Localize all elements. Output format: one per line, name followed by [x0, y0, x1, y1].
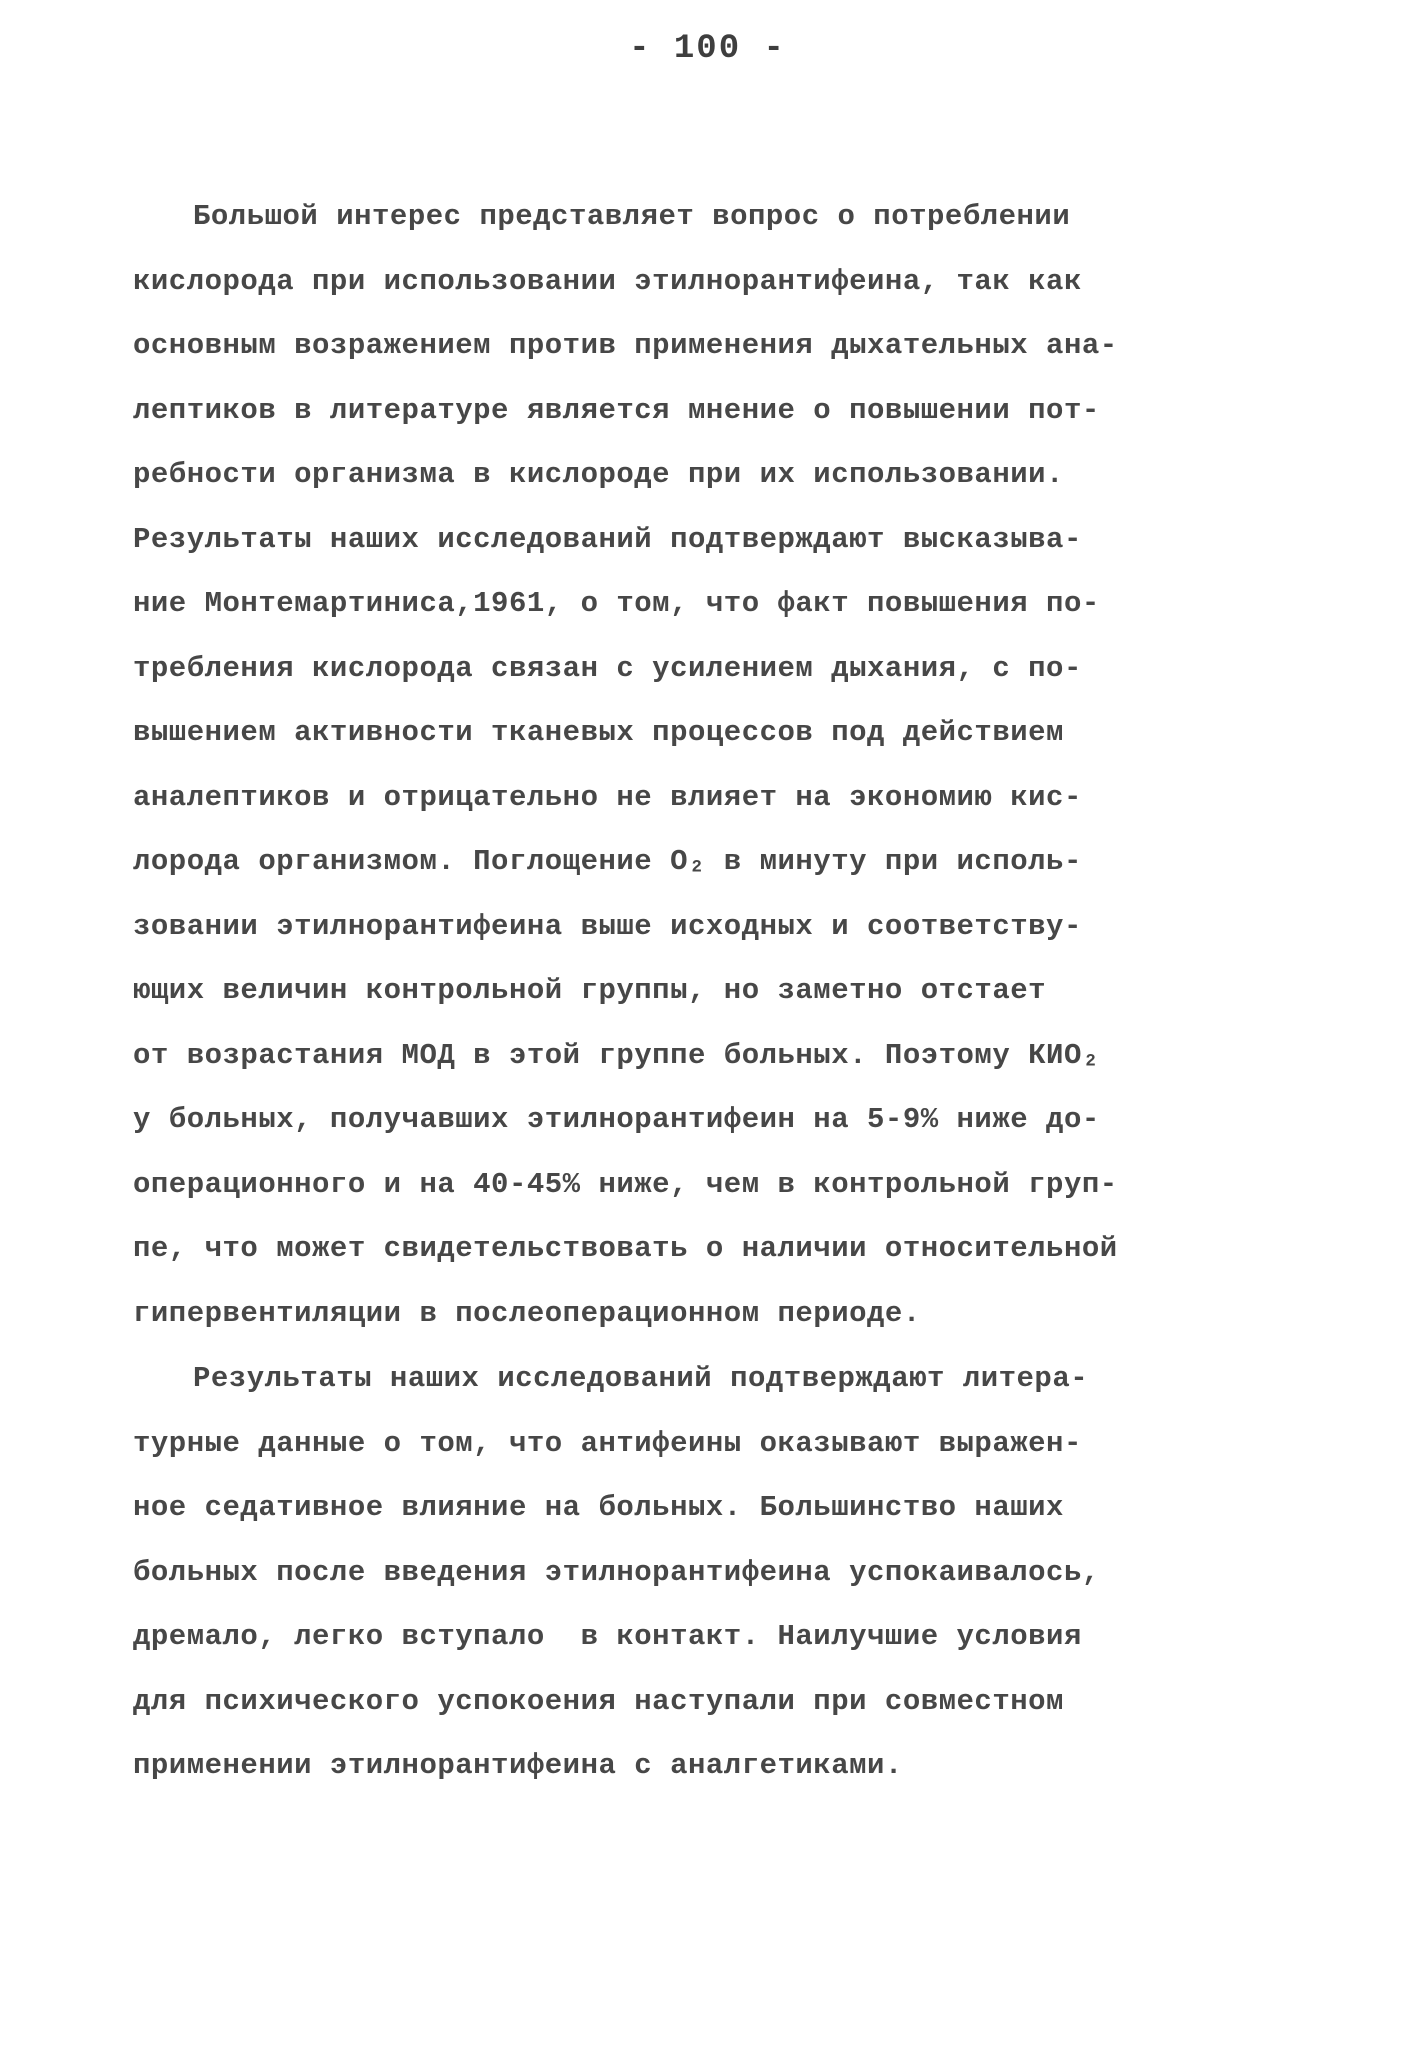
text-line: гипервентиляции в послеоперационном периоде.	[133, 1296, 921, 1330]
text-line: Большой интерес представляет вопрос о потреблении	[193, 200, 1071, 233]
text-line: Результаты наших исследований подтверждают литера-	[193, 1362, 1089, 1395]
text-line: ние Монтемартиниса,1961, о том, что факт повышения по-	[133, 587, 1100, 620]
text-line: ное седативное влияние на больных. Большинство наших	[133, 1491, 1064, 1524]
text-line: зовании этилнорантифеина выше исходных и соответству-	[133, 909, 1082, 943]
text-line: турные данные о том, что антифеины оказывают выражен-	[133, 1426, 1082, 1460]
text-line: ющих величин контрольной группы, но заметно отстает	[133, 974, 1047, 1007]
text-line: требления кислорода связан с усилением дыхания, с по-	[133, 651, 1082, 685]
text-line: больных после введения этилнорантифеина успокаивалось,	[133, 1555, 1100, 1589]
text-line: применении этилнорантифеина с аналгетиками.	[133, 1749, 903, 1782]
text-line: ребности организма в кислороде при их использовании.	[133, 458, 1064, 491]
text-line: вышением активности тканевых процессов под действием	[133, 716, 1064, 749]
text-line: лорода организмом. Поглощение O₂ в минуту при исполь-	[133, 845, 1082, 878]
text-line: от возрастания МОД в этой группе больных. Поэтому КИО₂	[133, 1038, 1100, 1072]
text-line: кислорода при использовании этилнорантифеина, так как	[133, 264, 1082, 298]
text-line: для психического успокоения наступали при совместном	[133, 1684, 1064, 1718]
text-line: Результаты наших исследований подтверждают высказыва-	[133, 522, 1082, 556]
paragraph-sedative-effect	[133, 1347, 1293, 1799]
text-line: аналептиков и отрицательно не влияет на экономию кис-	[133, 780, 1082, 814]
text-line: операционного и на 40-45% ниже, чем в контрольной груп-	[133, 1167, 1118, 1201]
text-line: лептиков в литературе является мнение о повышении пот-	[133, 393, 1100, 427]
text-line: основным возражением против применения дыхательных ана-	[133, 329, 1118, 362]
text-line: дремало, легко вступало в контакт. Наилучшие условия	[133, 1620, 1082, 1653]
text-line: пе, что может свидетельствовать о наличии относительной	[133, 1232, 1118, 1265]
text-line: у больных, получавших этилнорантифеин на 5-9% ниже до-	[133, 1103, 1100, 1136]
paragraph-oxygen-consumption	[133, 185, 1293, 1346]
page-number: - 100 -	[629, 30, 786, 68]
